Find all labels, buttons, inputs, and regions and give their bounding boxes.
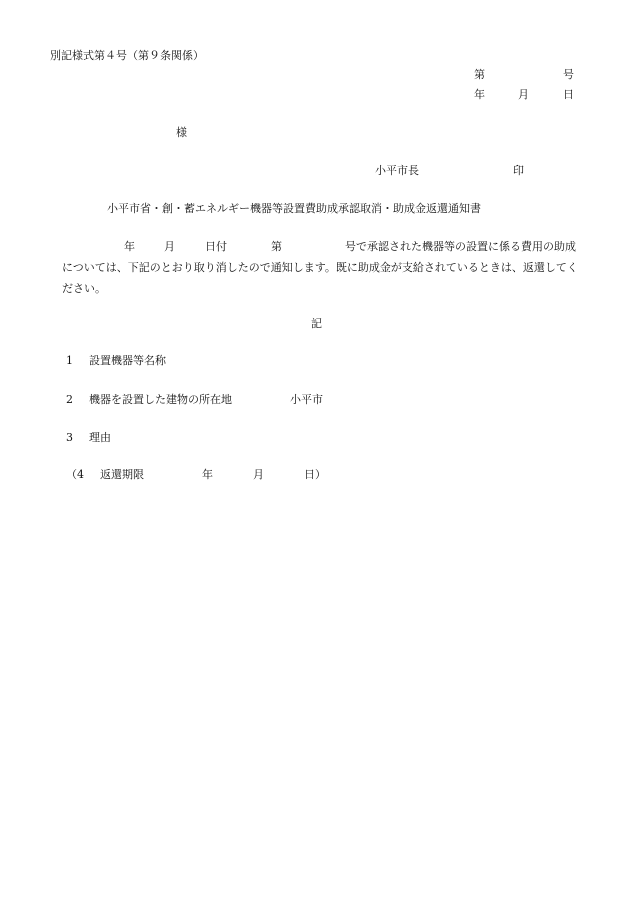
item-label: 理由 [89, 431, 111, 444]
item-number: 1 [66, 354, 73, 367]
body-date-month: 月 [164, 240, 175, 253]
deadline-day: 日） [304, 468, 326, 481]
issuer-seal: 印 [513, 164, 524, 177]
body-paragraph [62, 236, 580, 299]
item-label: 機器を設置した建物の所在地 [89, 393, 232, 406]
deadline-year: 年 [202, 468, 213, 481]
item-label: 設置機器等名称 [89, 354, 166, 367]
doc-date-day: 日 [563, 88, 574, 101]
form-header: 別記様式第４号（第９条関係） [50, 49, 204, 62]
deadline-month: 月 [253, 468, 264, 481]
doc-date-month: 月 [518, 88, 529, 101]
ki-heading: 記 [311, 317, 322, 330]
issuer-name: 小平市長 [375, 164, 419, 177]
body-date-year: 年 [124, 240, 135, 253]
deadline-label: 返還期限 [100, 468, 144, 481]
deadline-open: （4 [66, 468, 84, 481]
item-number: 3 [66, 431, 73, 444]
document-title: 小平市省・創・蓄エネルギー機器等設置費助成承認取消・助成金返還通知書 [107, 202, 481, 215]
doc-number-prefix: 第 [474, 68, 485, 81]
item-number: 2 [66, 393, 73, 406]
body-num-prefix: 第 [271, 240, 282, 253]
body-text: 号で承認された機器等の設置に係る費用の助成については、下記のとおり取り消したので通知します。既に助成金が支給されているときは、返還してください。 [62, 240, 578, 295]
body-date-day: 日付 [205, 240, 227, 253]
item-value: 小平市 [290, 393, 323, 406]
recipient: 様 [176, 126, 187, 139]
doc-number-suffix: 号 [563, 68, 574, 81]
doc-date-year: 年 [474, 88, 485, 101]
